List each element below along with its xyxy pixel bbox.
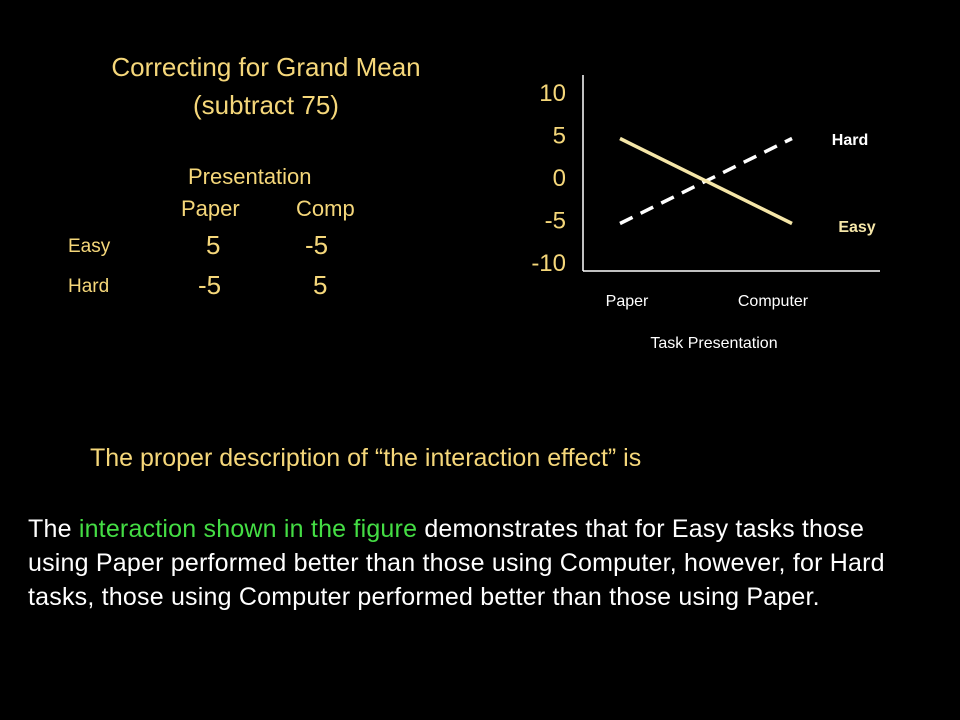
x-axis-label: Task Presentation bbox=[650, 335, 778, 352]
y-tick-label: -10 bbox=[531, 250, 566, 277]
table-header: Presentation bbox=[188, 164, 312, 189]
series-label-easy: Easy bbox=[838, 219, 876, 236]
cell-easy-paper: 5 bbox=[206, 230, 221, 260]
y-tick-label: 5 bbox=[552, 122, 566, 150]
cell-hard-paper: -5 bbox=[198, 270, 222, 300]
x-tick-label: Computer bbox=[737, 293, 809, 310]
cell-hard-comp: 5 bbox=[313, 270, 328, 300]
y-tick-label: 0 bbox=[552, 165, 566, 192]
slide-title-line2: (subtract 75) bbox=[193, 90, 339, 120]
question-text: The proper description of “the interaction effect” is bbox=[90, 444, 642, 472]
y-tick-label: 10 bbox=[539, 80, 566, 107]
table-col-paper: Paper bbox=[181, 196, 240, 221]
answer-paragraph bbox=[28, 512, 928, 614]
slide-title-line1: Correcting for Grand Mean bbox=[111, 52, 421, 82]
x-tick-label: Paper bbox=[605, 293, 649, 310]
answer-highlight: interaction shown in the figure bbox=[78, 515, 418, 543]
answer-part1: The bbox=[28, 515, 79, 543]
answer-part2: demonstrates that for Easy tasks those using Paper performed better than those using Computer, however, for Hard tasks, those using Computer performed better than those using Paper. bbox=[28, 515, 885, 611]
row-label-hard: Hard bbox=[68, 276, 110, 297]
table-col-comp: Comp bbox=[296, 196, 355, 221]
series-label-hard: Hard bbox=[831, 132, 869, 149]
y-tick-label: -5 bbox=[544, 207, 566, 235]
row-label-easy: Easy bbox=[68, 236, 111, 257]
cell-easy-comp: -5 bbox=[305, 230, 329, 260]
